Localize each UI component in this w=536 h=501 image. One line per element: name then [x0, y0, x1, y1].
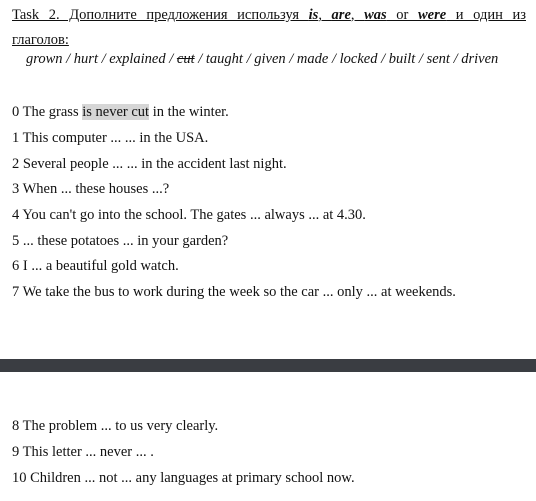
word-was: was	[364, 7, 387, 23]
sentence-2: 2 Several people ... ... in the accident last night.	[12, 156, 287, 172]
sentence-8: 8 The problem ... to us very clearly.	[12, 418, 219, 434]
sentence-5: 5 ... these potatoes ... in your garden?	[12, 233, 229, 249]
task-line2: глаголов:	[12, 32, 69, 48]
task-suffix: и один из	[446, 7, 526, 23]
page-separator	[0, 359, 536, 372]
struck-verb: cut	[176, 51, 195, 67]
comma: ,	[318, 7, 332, 23]
word-were: were	[418, 7, 447, 23]
example-post: in the winter.	[149, 104, 229, 120]
example-pre: 0 The grass	[12, 104, 83, 120]
sentence-1: 1 This computer ... ... in the USA.	[12, 130, 209, 146]
verbs-after: / taught / given / made / locked / built / sent / driven	[194, 51, 499, 67]
word-is: is	[308, 7, 319, 23]
sentence-10: 10 Children ... not ... any languages at primary school now.	[12, 470, 355, 486]
task-prefix: Task 2. Дополните предложения используя	[12, 7, 309, 23]
word-are: are	[331, 7, 351, 23]
verb-list	[26, 51, 498, 68]
sentence-7: 7 We take the bus to work during the week so the car ... only ... at weekends.	[12, 284, 456, 300]
example-sentence	[12, 104, 229, 121]
task-heading	[12, 3, 526, 53]
sentence-9: 9 This letter ... never ... .	[12, 444, 154, 460]
word-or: or	[386, 7, 418, 23]
verbs-before: grown / hurt / explained /	[26, 51, 177, 67]
example-highlight: is never cut	[82, 104, 150, 120]
sentence-6: 6 I ... a beautiful gold watch.	[12, 258, 179, 274]
sentence-3: 3 When ... these houses ...?	[12, 181, 170, 197]
comma: ,	[350, 7, 365, 23]
sentence-4: 4 You can't go into the school. The gates ... always ... at 4.30.	[12, 207, 366, 223]
